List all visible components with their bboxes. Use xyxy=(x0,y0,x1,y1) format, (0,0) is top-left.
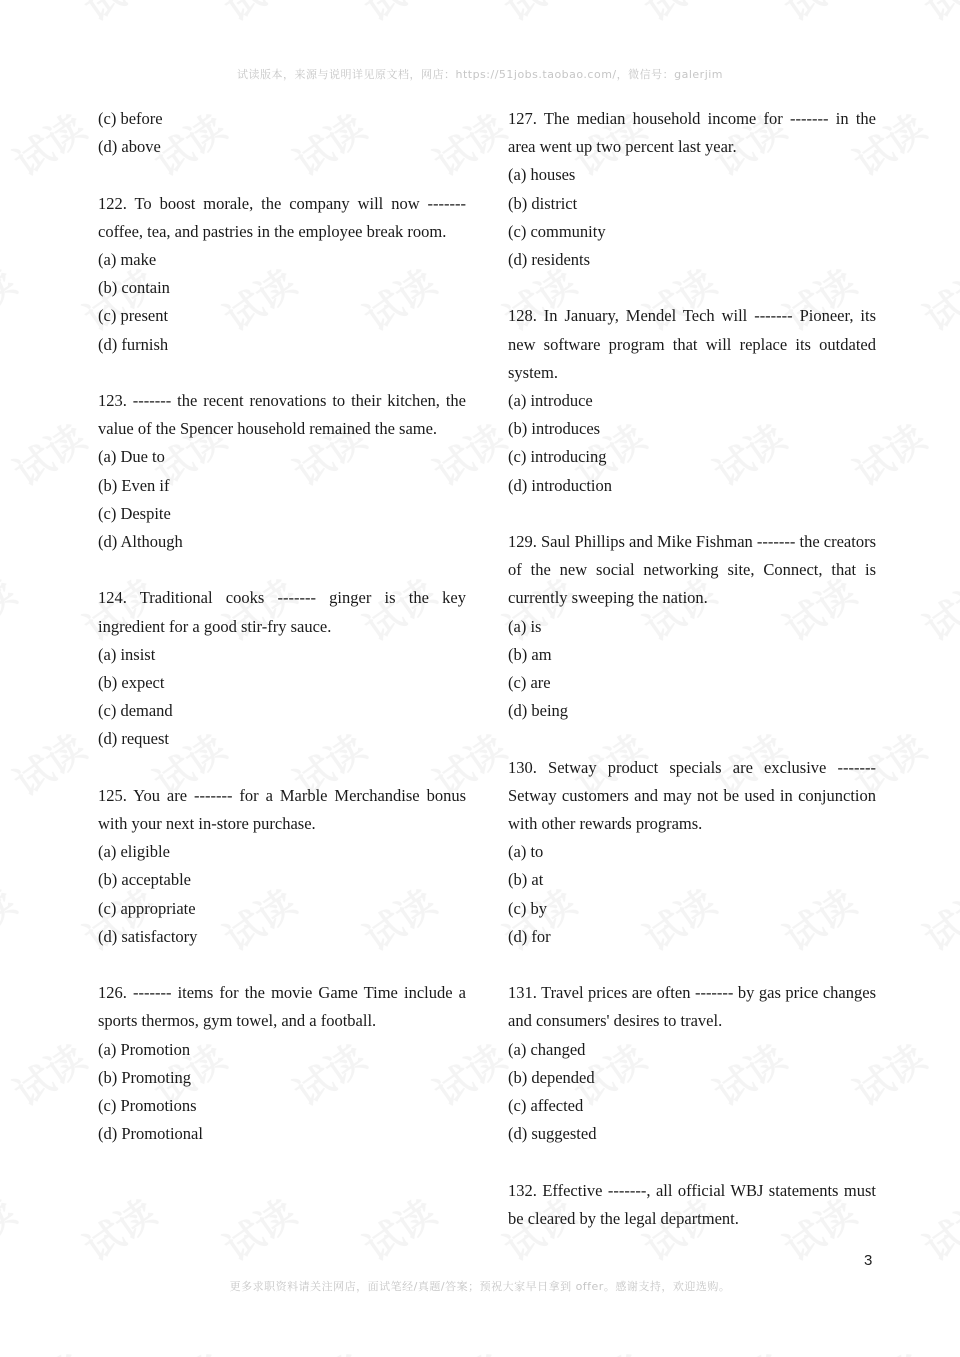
question-129 xyxy=(508,528,876,725)
watermark-mark xyxy=(841,1338,935,1357)
option: (c) present xyxy=(98,306,169,326)
option: (d) suggested xyxy=(508,1124,597,1144)
watermark-mark xyxy=(71,0,165,32)
question-127 xyxy=(508,105,876,274)
option: (c) community xyxy=(508,221,606,241)
question-125 xyxy=(98,782,466,951)
watermark-mark xyxy=(0,0,25,32)
option: (d) for xyxy=(508,926,551,946)
header-note: 试读版本，来源与说明详见原文档，网店：https://51jobs.taobao.com/，微信号：galerjim xyxy=(236,68,724,81)
option: (a) insist xyxy=(98,644,156,664)
option: (b) acceptable xyxy=(98,870,191,890)
option: (c) before xyxy=(98,109,163,128)
question-130 xyxy=(508,754,876,951)
option: (a) introduce xyxy=(508,391,593,411)
option: (c) by xyxy=(508,898,547,918)
watermark-mark xyxy=(911,563,960,652)
option: (c) demand xyxy=(98,701,173,721)
question-stem: 123. ------- the recent renovations to their kitchen, the value of the Spencer household remained the same. xyxy=(98,391,466,439)
watermark-mark xyxy=(211,0,305,32)
watermark-mark xyxy=(1,408,95,497)
option: (a) make xyxy=(98,250,157,269)
option: (b) Promoting xyxy=(98,1067,192,1087)
page-number: 3 xyxy=(864,1252,873,1269)
option: (a) Due to xyxy=(98,447,165,467)
option: (c) are xyxy=(508,673,551,693)
option: (d) satisfactory xyxy=(98,926,198,946)
watermark-mark xyxy=(1,1338,95,1357)
watermark-mark xyxy=(71,1183,165,1272)
watermark-mark xyxy=(281,1338,375,1357)
option: (d) introduction xyxy=(508,475,613,495)
option: (b) depended xyxy=(508,1067,595,1087)
option: (b) Even if xyxy=(98,475,170,495)
option: (b) district xyxy=(508,193,578,213)
watermark-mark xyxy=(421,1338,515,1357)
question-stem: 126. ------- items for the movie Game Time include a sports thermos, gym towel, and a football. xyxy=(98,983,466,1031)
option: (c) affected xyxy=(508,1096,584,1116)
question-stem: 127. The median household income for ------- in the area went up two percent last year. xyxy=(508,109,876,157)
question-123 xyxy=(98,387,466,556)
question-stem: 130. Setway product specials are exclusive ------- Setway customers and may not be used in conjunction with other rewards programs. xyxy=(508,757,876,834)
option: (a) houses xyxy=(508,165,576,185)
watermark-mark xyxy=(1,1028,95,1117)
watermark-mark xyxy=(141,1338,235,1357)
option: (b) expect xyxy=(98,673,165,693)
watermark-mark xyxy=(701,1338,795,1357)
right-column xyxy=(508,105,876,1233)
question-stem: 129. Saul Phillips and Mike Fishman ------- the creators of the new social networking site, Connect, that is currently sweeping the nation. xyxy=(508,532,876,608)
left-column xyxy=(98,105,466,1148)
watermark-mark xyxy=(491,0,585,32)
watermark-mark xyxy=(561,1338,655,1357)
question-stem: 132. Effective -------, all official WBJ statements must be cleared by the legal department. xyxy=(508,1180,876,1228)
continued-options xyxy=(98,105,466,161)
option: (b) at xyxy=(508,870,544,890)
option: (a) eligible xyxy=(98,842,170,862)
question-stem: 131. Travel prices are often ------- by gas price changes and consumers' desires to travel. xyxy=(508,983,876,1031)
watermark-mark xyxy=(911,253,960,342)
watermark-mark xyxy=(911,0,960,32)
watermark-mark xyxy=(0,1183,25,1272)
option: (b) introduces xyxy=(508,419,601,439)
question-132 xyxy=(508,1177,876,1233)
question-128 xyxy=(508,302,876,499)
option: (d) above xyxy=(98,137,161,157)
option: (c) Promotions xyxy=(98,1096,197,1116)
question-stem: 125. You are ------- for a Marble Merchandise bonus with your next in-store purchase. xyxy=(98,785,466,834)
option: (d) Although xyxy=(98,532,183,552)
question-stem: 128. In January, Mendel Tech will ------- Pioneer, its new software program that will replace its outdated system. xyxy=(508,306,876,382)
watermark-mark xyxy=(0,563,25,652)
option: (b) contain xyxy=(98,278,170,298)
option: (c) Despite xyxy=(98,503,171,523)
watermark-mark xyxy=(351,1183,445,1272)
option: (c) appropriate xyxy=(98,898,196,918)
watermark-mark xyxy=(0,253,25,342)
watermark-mark xyxy=(911,873,960,962)
option: (d) residents xyxy=(508,250,591,270)
watermark-mark xyxy=(631,0,725,32)
option: (c) introducing xyxy=(508,447,607,467)
option: (d) request xyxy=(98,729,170,749)
option: (a) is xyxy=(508,616,542,636)
question-131 xyxy=(508,979,876,1148)
watermark-mark xyxy=(211,1183,305,1272)
option: (d) furnish xyxy=(98,334,169,354)
watermark-mark xyxy=(0,873,25,962)
option: (b) am xyxy=(508,644,552,664)
watermark-mark xyxy=(911,1183,960,1272)
option: (d) Promotional xyxy=(98,1124,203,1144)
footer-note: 更多求职资料请关注网店，面试笔经/真题/答案；预祝大家早日拿到 offer。感谢支持，欢迎选购。 xyxy=(229,1280,731,1293)
option: (a) Promotion xyxy=(98,1039,191,1059)
option: (d) being xyxy=(508,701,569,721)
watermark-mark xyxy=(1,98,95,187)
option: (a) to xyxy=(508,842,544,862)
watermark-mark xyxy=(771,0,865,32)
question-124 xyxy=(98,584,466,753)
question-122 xyxy=(98,190,466,359)
question-stem: 124. Traditional cooks ------- ginger is the key ingredient for a good stir-fry sauce. xyxy=(98,588,466,636)
watermark-mark xyxy=(351,0,445,32)
question-126 xyxy=(98,979,466,1148)
watermark-mark xyxy=(1,718,95,807)
option: (a) changed xyxy=(508,1039,586,1059)
question-stem: 122. To boost morale, the company will now ------- coffee, tea, and pastries in the employee break room. xyxy=(98,193,466,241)
